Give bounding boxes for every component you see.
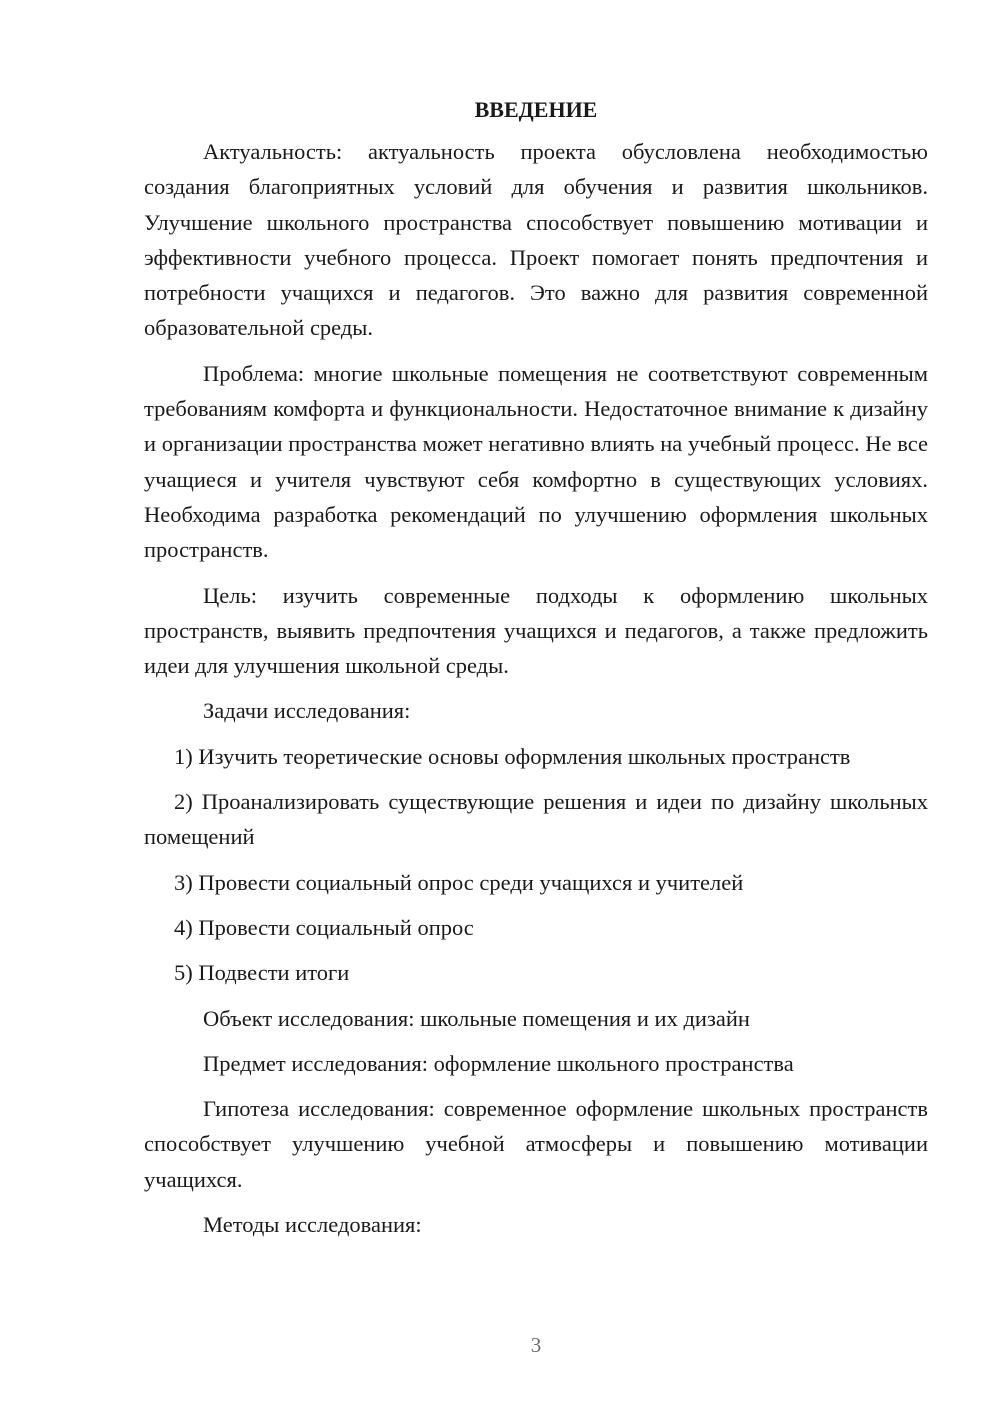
- relevance-paragraph: Актуальность: актуальность проекта обусловлена необходимостью создания благоприятных условий для обучения и развития школьников. Улучшение школьного пространства способствует повышению мотивации и эффективности учебного процесса. Проект помогает понять предпочтения и потребности учащихся и педагогов. Это важно для развития современной образовательной среды.: [144, 139, 928, 341]
- task-item-5: 5) Подвести итоги: [174, 960, 350, 986]
- subject-line: Предмет исследования: оформление школьного пространства: [203, 1050, 794, 1076]
- section-title: ВВЕДЕНИЕ: [474, 97, 598, 122]
- page-number: 3: [530, 1333, 542, 1357]
- task-item-1: 1) Изучить теоретические основы оформления школьных пространств: [174, 743, 851, 769]
- tasks-heading: Задачи исследования:: [203, 698, 411, 724]
- document-page: [144, 92, 928, 1252]
- task-item-3: 3) Провести социальный опрос среди учащихся и учителей: [174, 869, 744, 895]
- methods-heading: Методы исследования:: [203, 1212, 422, 1238]
- task-item-4: 4) Провести социальный опрос: [174, 914, 474, 940]
- task-item-2: 2) Проанализировать существующие решения и идеи по дизайну школьных помещений: [144, 789, 928, 850]
- hypothesis-paragraph: Гипотеза исследования: современное оформление школьных пространств способствует улучшению учебной атмосферы и повышению мотивации учащихся.: [144, 1096, 928, 1192]
- goal-paragraph: Цель: изучить современные подходы к оформлению школьных пространств, выявить предпочтения учащихся и педагогов, а также предложить идеи для улучшения школьной среды.: [144, 582, 928, 679]
- object-line: Объект исследования: школьные помещения и их дизайн: [203, 1005, 750, 1031]
- problem-paragraph: Проблема: многие школьные помещения не соответствуют современным требованиям комфорта и функциональности. Недостаточное внимание к дизайну и организации пространства может негативно влиять на учебный процесс. Не все учащиеся и учителя чувствуют себя комфортно в существующих условиях. Необходима разработка рекомендаций по улучшению оформления школьных пространств.: [144, 360, 928, 563]
